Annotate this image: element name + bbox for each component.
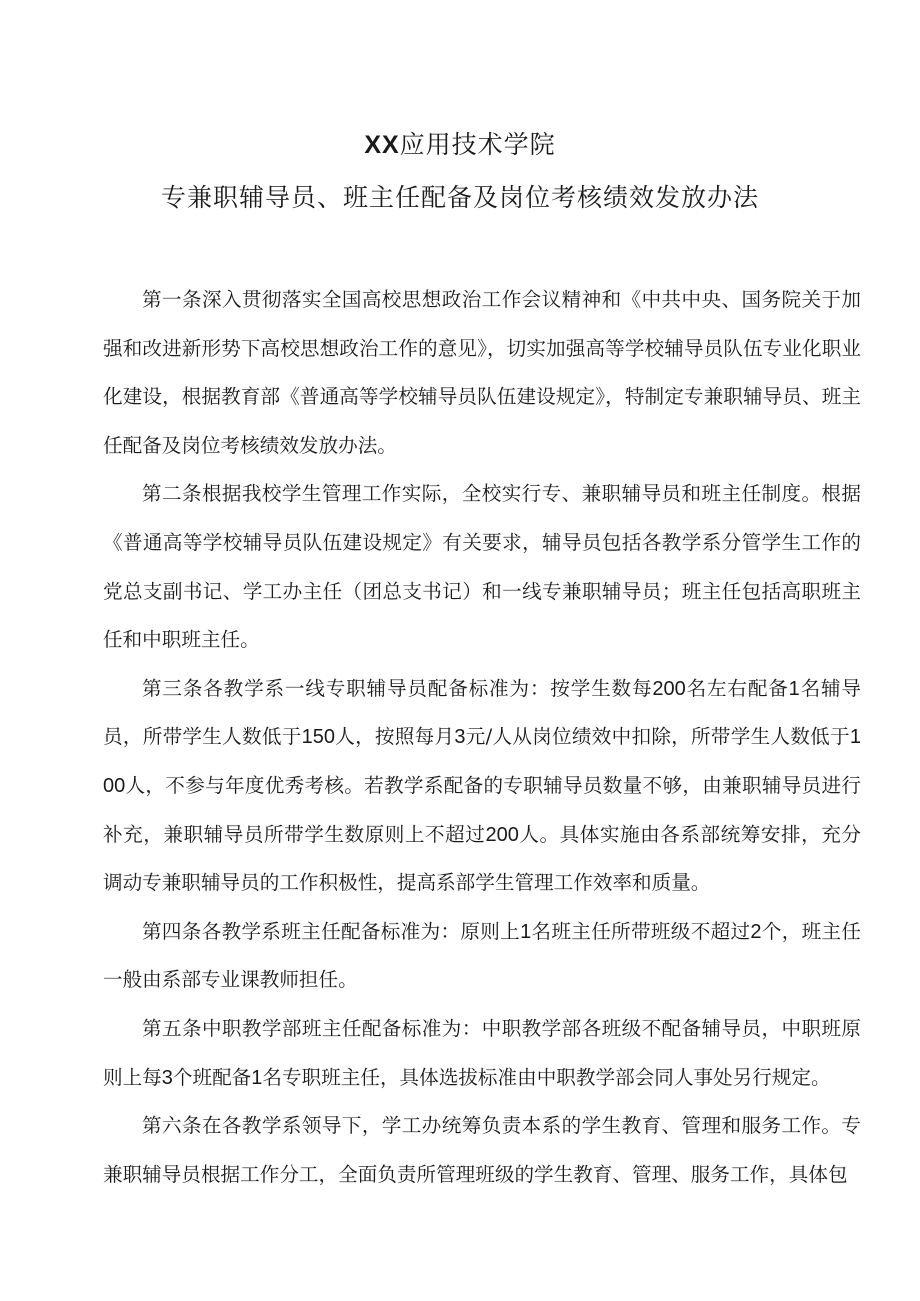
article-3-text: 元/人从岗位绩效中扣除，所带学生人数低于 (465, 725, 850, 749)
article-5-number: 1 (251, 1066, 263, 1089)
article-4-number: 1 (520, 920, 532, 943)
article-3-number: 100 (103, 726, 862, 797)
article-6 (103, 1102, 861, 1199)
article-4-text: 名班主任所带班级不超过 (531, 919, 751, 943)
article-3-text: 名左右配备 (685, 676, 789, 700)
article-5 (103, 1005, 861, 1102)
article-1-text: 第一条深入贯彻落实全国高校思想政治工作会议精神和《中共中央、国务院关于加强和改进新形势下高校思想政治工作的意见》，切实加强高等学校辅导员队伍专业化职业化建设，根据教育部《普通高等学校辅导员队伍建设规定》，特制定专兼职辅导员、班主任配备及岗位考核绩效发放办法。 (103, 288, 861, 457)
article-3-text: 名辅导员，所带学生人数低于 (103, 676, 862, 749)
article-2-text: 第二条根据我校学生管理工作实际，全校实行专、兼职辅导员和班主任制度。根据《普通高等学校辅导员队伍建设规定》有关要求，辅导员包括各教学系分管学生工作的党总支副书记、学工办主任（团总支书记）和一线专兼职辅导员；班主任包括高职班主任和中职班主任。 (103, 482, 861, 652)
article-4-text: 第四条各教学系班主任配备标准为：原则上 (142, 919, 521, 943)
regulation-title: 专兼职辅导员、班主任配备及岗位考核绩效发放办法 (160, 183, 759, 212)
article-5-text: 第五条中职教学部班主任配备标准为：中职教学部各班级不配备辅导员，中职班原则上每 (103, 1016, 861, 1089)
article-6-text: 第六条在各教学系领导下，学工办统筹负责本系的学生教育、管理和服务工作。专兼职辅导员根据工作分工，全面负责所管理班级的学生教育、管理、服务工作，具体包 (103, 1114, 861, 1186)
institution-name: 应用技术学院 (399, 130, 556, 159)
article-3-number: 200 (652, 677, 686, 700)
article-3 (103, 665, 861, 908)
article-3-number: 200 (485, 823, 519, 846)
article-4-text: 个，班主任一般由系部专业课教师担任。 (103, 919, 862, 992)
article-4 (103, 908, 861, 1005)
document-title (0, 130, 920, 213)
article-3-number: 150 (301, 726, 335, 749)
article-3-number: 1 (788, 677, 800, 700)
article-3-text: 人，按照每月 (334, 725, 455, 749)
article-5-text: 个班配备 (172, 1065, 252, 1089)
article-3-text: 人，不参与年度优秀考核。若教学系配备的专职辅导员数量不够，由兼职辅导员进行补充，兼职辅导员所带学生数原则上不超过 (103, 773, 861, 846)
institution-prefix: XX (364, 131, 400, 159)
article-2 (103, 470, 861, 664)
article-5-text: 名专职班主任，具体选拔标准由中职教学部会同人事处另行规定。 (262, 1065, 831, 1089)
article-5-number: 3 (161, 1066, 173, 1089)
article-1 (103, 276, 861, 470)
article-3-text: 人。具体实施由各系部统筹安排，充分调动专兼职辅导员的工作积极性，提高系部学生管理工作效率和质量。 (103, 822, 862, 895)
document-body (103, 276, 861, 1199)
article-3-number: 3 (454, 726, 466, 749)
article-4-number: 2 (750, 920, 762, 943)
article-3-text: 第三条各教学系一线专职辅导员配备标准为：按学生数每 (142, 676, 653, 700)
institution-title (0, 130, 920, 160)
